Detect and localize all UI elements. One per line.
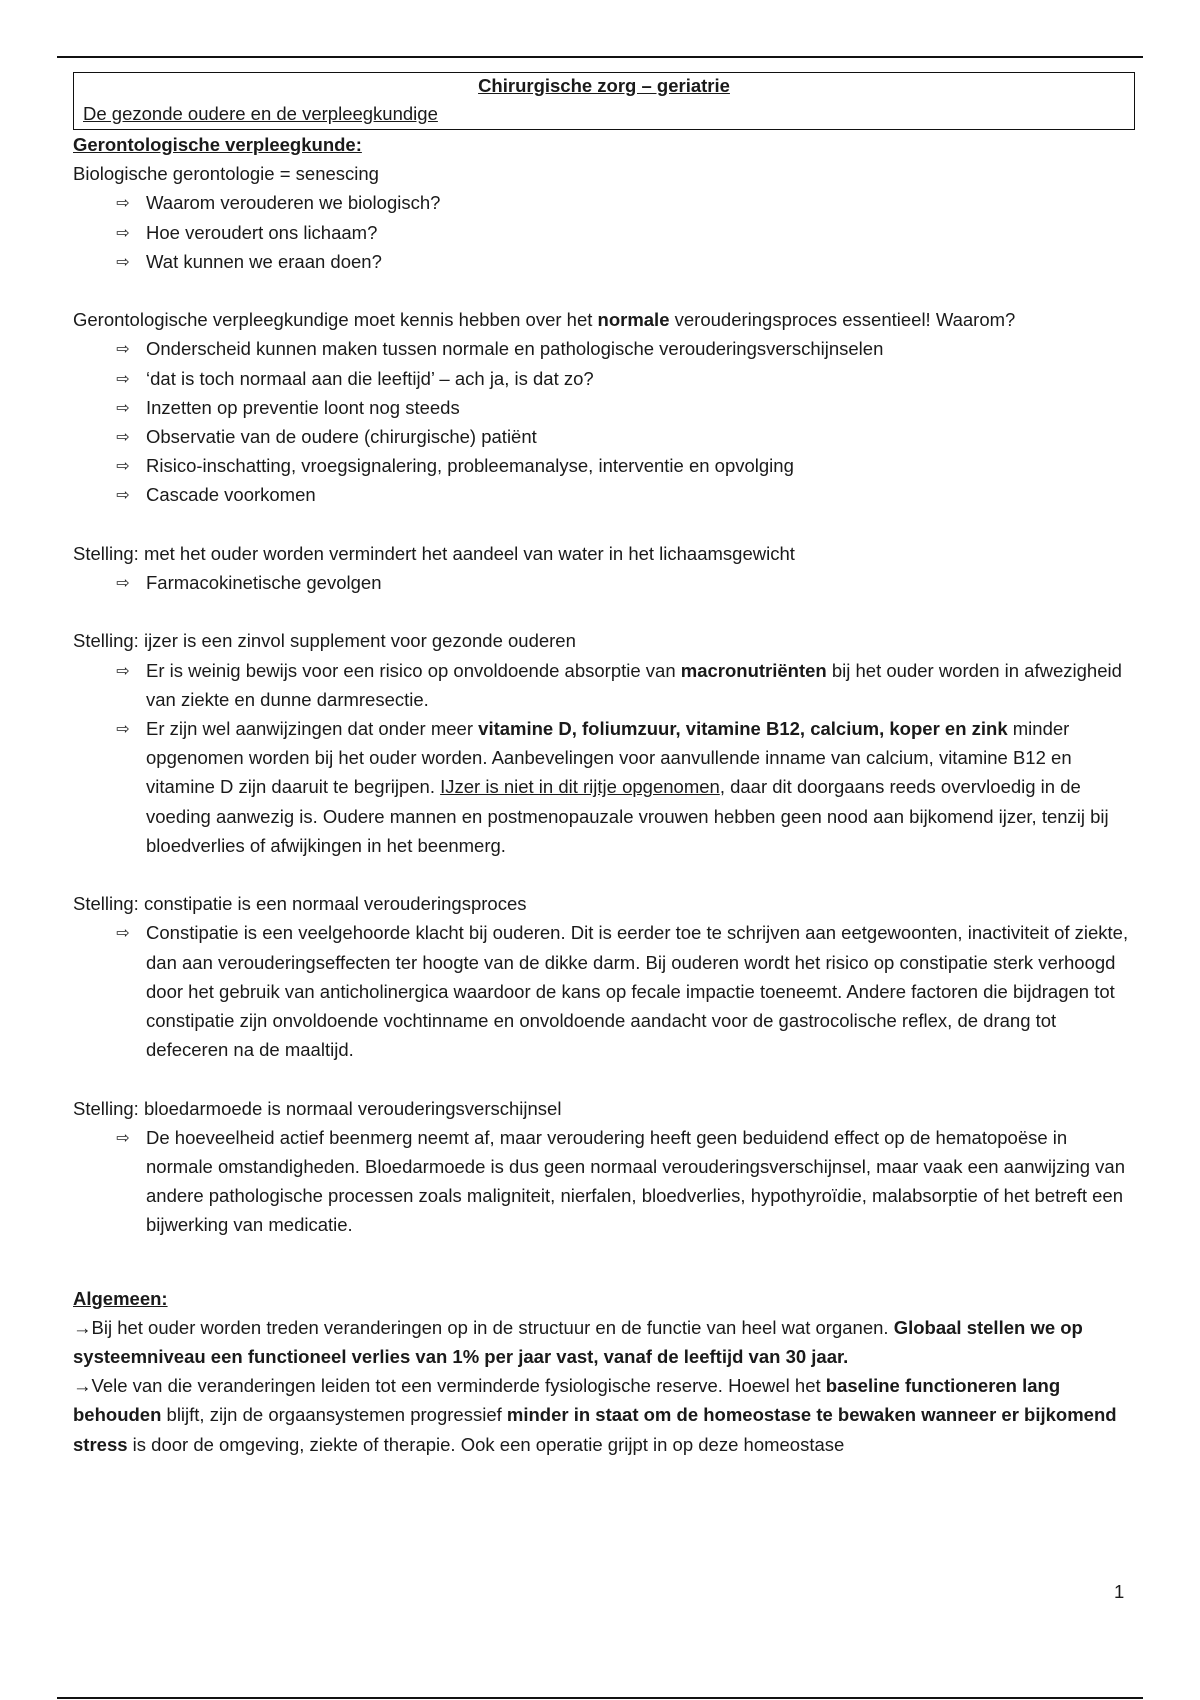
arrow-icon: ⇨ <box>116 456 130 476</box>
list-item: ⇨ Waarom verouderen we biologisch? <box>112 188 1135 217</box>
arrow-icon: ⇨ <box>116 660 130 680</box>
page-number: 1 <box>1114 1581 1125 1602</box>
arrow-icon: ⇨ <box>116 222 130 242</box>
list-item: ⇨ Onderscheid kunnen maken tussen normale en pathologische verouderingsverschijnselen <box>112 334 1135 363</box>
list-item: ⇨ Inzetten op preventie loont nog steeds <box>112 393 1135 422</box>
arrow-icon: ⇨ <box>116 719 130 739</box>
bottom-rule <box>57 1697 1143 1699</box>
list-item: ⇨ ‘dat is toch normaal aan die leeftijd’ – ach ja, is dat zo? <box>112 364 1135 393</box>
list-item: ⇨ Observatie van de oudere (chirurgische) patiënt <box>112 422 1135 451</box>
list-item: ⇨ Risico-inschatting, vroegsignalering, probleemanalyse, interventie en opvolging <box>112 451 1135 480</box>
document-title: Chirurgische zorg – geriatrie <box>478 75 730 96</box>
title-box <box>73 72 1135 130</box>
algemeen-paragraph-2: →Vele van die veranderingen leiden tot een verminderde fysiologische reserve. Hoewel het baseline functioneren lang behouden blijft, zijn de orgaansystemen progressief minder in staat om de homeostase te bewaken wanneer er bijkomend stress is door de omgeving, ziekte of therapie. Ook een operatie grijpt in op deze homeostase <box>73 1375 1117 1455</box>
arrow-icon: ⇨ <box>116 1127 130 1147</box>
section1-intro: Biologische gerontologie = senescing <box>73 163 379 185</box>
arrow-icon: ⇨ <box>116 923 130 943</box>
stelling-bloedarmoede-list <box>73 1123 1135 1240</box>
stelling-ijzer-list <box>73 656 1135 860</box>
arrow-icon: ⇨ <box>116 368 130 388</box>
arrow-icon: ⇨ <box>116 573 130 593</box>
list-item: ⇨ Er is weinig bewijs voor een risico op onvoldoende absorptie van macronutriënten bij het ouder worden in afwezigheid van ziekte en dunne darmresectie. <box>112 656 1135 714</box>
list-item: ⇨ Farmacokinetische gevolgen <box>112 568 1135 597</box>
stelling-water-list <box>73 568 1135 597</box>
arrow-icon: ⇨ <box>116 427 130 447</box>
section-heading-algemeen: Algemeen: <box>73 1287 168 1309</box>
stelling-ijzer: Stelling: ijzer is een zinvol supplement voor gezonde ouderen <box>73 630 576 652</box>
arrow-icon: ⇨ <box>116 193 130 213</box>
top-rule <box>57 56 1143 58</box>
arrow-icon: ⇨ <box>116 485 130 505</box>
document-body <box>73 72 1135 1459</box>
section2-list <box>73 334 1135 509</box>
stelling-bloedarmoede: Stelling: bloedarmoede is normaal verouderingsverschijnsel <box>73 1097 562 1119</box>
list-item: ⇨ Er zijn wel aanwijzingen dat onder meer vitamine D, foliumzuur, vitamine B12, calcium, koper en zink minder opgenomen worden bij het ouder worden. Aanbevelingen voor aanvullende inname van calcium, vitamine B12 en vitamine D zijn daaruit te begrijpen. IJzer is niet in dit rijtje opgenomen, daar dit doorgaans reeds overvloedig in de voeding aanwezig is. Oudere mannen en postmenopauzale vrouwen hebben geen nood aan bijkomend ijzer, tenzij bij bloedverlies of afwijkingen in het beenmerg. <box>112 714 1135 860</box>
list-item: ⇨ Constipatie is een veelgehoorde klacht bij ouderen. Dit is eerder toe te schrijven aan eetgewoonten, inactiviteit of ziekte, dan aan verouderingseffecten ter hoogte van de dikke darm. Bij ouderen wordt het risico op constipatie sterk verhoogd door het gebruik van anticholinergica waardoor de kans op fecale impactie toeneemt. Andere factoren die bijdragen tot constipatie zijn onvoldoende vochtinname en onvoldoende aandacht voor de gastrocolische reflex, de drang tot defeceren na de maaltijd. <box>112 918 1135 1064</box>
section1-list <box>73 188 1135 276</box>
arrow-icon: ⇨ <box>116 397 130 417</box>
arrow-icon: ⇨ <box>116 251 130 271</box>
list-item: ⇨ Cascade voorkomen <box>112 480 1135 509</box>
section-heading-gerontologie: Gerontologische verpleegkunde: <box>73 134 362 155</box>
algemeen-paragraph-1: →Bij het ouder worden treden veranderingen op in de structuur en de functie van heel wat organen. Globaal stellen we op systeemniveau een functioneel verlies van 1% per jaar vast, vanaf de leeftijd van 30 jaar. <box>73 1316 1083 1368</box>
list-item: ⇨ Wat kunnen we eraan doen? <box>112 247 1135 276</box>
stelling-constipatie-list <box>73 918 1135 1064</box>
arrow-icon: ⇨ <box>116 339 130 359</box>
section2-intro: Gerontologische verpleegkundige moet kennis hebben over het normale verouderingsproces essentieel! Waarom? <box>73 309 1016 331</box>
list-item: ⇨ Hoe veroudert ons lichaam? <box>112 218 1135 247</box>
list-item: ⇨ De hoeveelheid actief beenmerg neemt af, maar veroudering heeft geen beduidend effect op de hematopoëse in normale omstandigheden. Bloedarmoede is dus geen normaal verouderingsverschijnsel, maar vaak een aanwijzing van andere pathologische processen zoals maligniteit, nierfalen, bloedverlies, hypothyroïdie, malabsorptie of het betreft een bijwerking van medicatie. <box>112 1123 1135 1240</box>
stelling-constipatie: Stelling: constipatie is een normaal verouderingsproces <box>73 893 527 915</box>
stelling-water: Stelling: met het ouder worden vermindert het aandeel van water in het lichaamsgewicht <box>73 542 795 564</box>
document-subtitle: De gezonde oudere en de verpleegkundige <box>83 103 438 124</box>
